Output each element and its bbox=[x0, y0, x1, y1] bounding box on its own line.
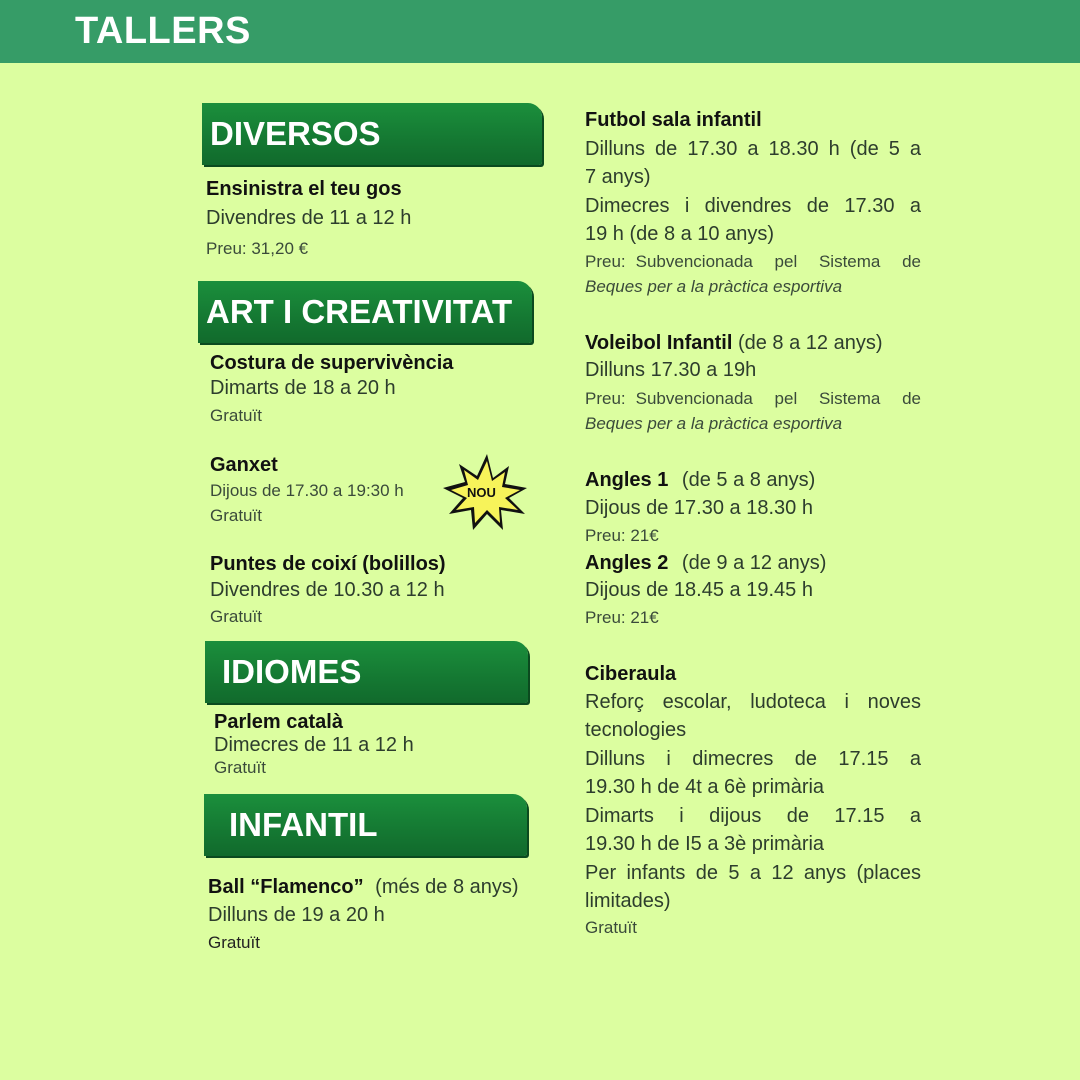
new-badge-label: NOU bbox=[467, 485, 496, 500]
price-note: Beques per a la pràctica esportiva bbox=[585, 277, 843, 296]
price-label: Preu: bbox=[585, 252, 626, 271]
activity-name: Puntes de coixí (bolillos) bbox=[210, 553, 446, 575]
activity-detail-line: 19 h (de 8 a 10 anys) bbox=[585, 223, 775, 245]
activity-price: Gratuït bbox=[210, 406, 262, 425]
activity-name: Ciberaula bbox=[585, 663, 677, 685]
activity-detail-line: 19.30 h de 4t a 6è primària bbox=[585, 776, 825, 798]
section-heading-idiomes: IDIOMES bbox=[222, 653, 362, 690]
section-heading-art: ART I CREATIVITAT bbox=[206, 293, 513, 330]
activity-title-line bbox=[585, 332, 883, 355]
activity-name: Parlem català bbox=[214, 711, 343, 733]
activity-schedule: Divendres de 11 a 12 h bbox=[206, 207, 412, 229]
activity-price-row bbox=[585, 389, 921, 409]
section-heading-infantil: INFANTIL bbox=[229, 806, 378, 843]
activity-title-line bbox=[585, 552, 826, 575]
price-label: Preu: bbox=[585, 389, 626, 408]
header-bar bbox=[0, 0, 1080, 63]
activity-name: Futbol sala infantil bbox=[585, 109, 762, 131]
activity-schedule: Dimarts de 18 a 20 h bbox=[210, 377, 396, 399]
activity-name: Angles 2 bbox=[585, 552, 669, 574]
activity-schedule: Dimecres de 11 a 12 h bbox=[214, 734, 414, 756]
activity-price: Preu: 31,20 € bbox=[206, 239, 309, 258]
activity-name: Ganxet bbox=[210, 454, 278, 476]
activity-price-row bbox=[585, 252, 921, 272]
activity-detail-line: limitades) bbox=[585, 890, 671, 912]
activity-name: Ensinistra el teu gos bbox=[206, 178, 402, 200]
section-banner-infantil bbox=[204, 794, 527, 856]
activity-schedule: Dilluns de 19 a 20 h bbox=[208, 904, 385, 926]
activity-detail-line: Dimarts i dijous de 17.15 a bbox=[585, 805, 921, 827]
activity-age: (de 9 a 12 anys) bbox=[681, 552, 827, 574]
activity-name: Voleibol Infantil bbox=[585, 332, 733, 354]
activity-detail-line: Reforç escolar, ludoteca i noves bbox=[585, 691, 921, 713]
price-note: Subvencionada pel Sistema de bbox=[635, 252, 921, 271]
activity-age: (més de 8 anys) bbox=[375, 876, 519, 898]
activity-detail-line: 19.30 h de I5 a 3è primària bbox=[585, 833, 825, 855]
activity-price: Gratuït bbox=[210, 607, 262, 626]
activity-price: Gratuït bbox=[208, 933, 260, 952]
activity-price: Gratuït bbox=[585, 918, 637, 937]
activity-detail-line: tecnologies bbox=[585, 719, 687, 741]
activity-detail-line: Dilluns i dimecres de 17.15 a bbox=[585, 748, 921, 770]
activity-name: Ball “Flamenco” bbox=[208, 876, 364, 898]
activity-detail-line: Dimecres i divendres de 17.30 a bbox=[585, 195, 921, 217]
activity-schedule: Dilluns 17.30 a 19h bbox=[585, 359, 757, 381]
activity-schedule: Dijous de 17.30 a 19:30 h bbox=[210, 481, 404, 500]
activity-price: Gratuït bbox=[214, 758, 266, 777]
activity-detail-line: Dilluns de 17.30 a 18.30 h (de 5 a bbox=[585, 138, 921, 160]
activity-detail-line: Per infants de 5 a 12 anys (places bbox=[585, 862, 921, 884]
activity-price: Gratuït bbox=[210, 506, 262, 525]
section-banner-idiomes bbox=[205, 641, 528, 703]
price-note: Beques per a la pràctica esportiva bbox=[585, 414, 843, 433]
activity-price: Preu: 21€ bbox=[585, 526, 659, 545]
activity-name: Angles 1 bbox=[585, 469, 669, 491]
price-note: Subvencionada pel Sistema de bbox=[635, 389, 921, 408]
activity-age: (de 5 a 8 anys) bbox=[681, 469, 816, 491]
section-banner-art bbox=[198, 281, 532, 343]
section-heading-diversos: DIVERSOS bbox=[210, 115, 381, 152]
activity-detail-line: 7 anys) bbox=[585, 166, 651, 188]
activity-schedule: Divendres de 10.30 a 12 h bbox=[210, 579, 445, 601]
page-title: TALLERS bbox=[75, 10, 251, 52]
activity-title-line bbox=[208, 876, 519, 899]
activity-schedule: Dijous de 18.45 a 19.45 h bbox=[585, 579, 813, 601]
section-banner-diversos bbox=[202, 103, 542, 165]
activity-price: Preu: 21€ bbox=[585, 608, 659, 627]
activity-age: (de 8 a 12 anys) bbox=[737, 332, 883, 354]
activity-title-line bbox=[585, 469, 815, 492]
activity-schedule: Dijous de 17.30 a 18.30 h bbox=[585, 497, 813, 519]
activity-name: Costura de supervivència bbox=[210, 352, 454, 374]
